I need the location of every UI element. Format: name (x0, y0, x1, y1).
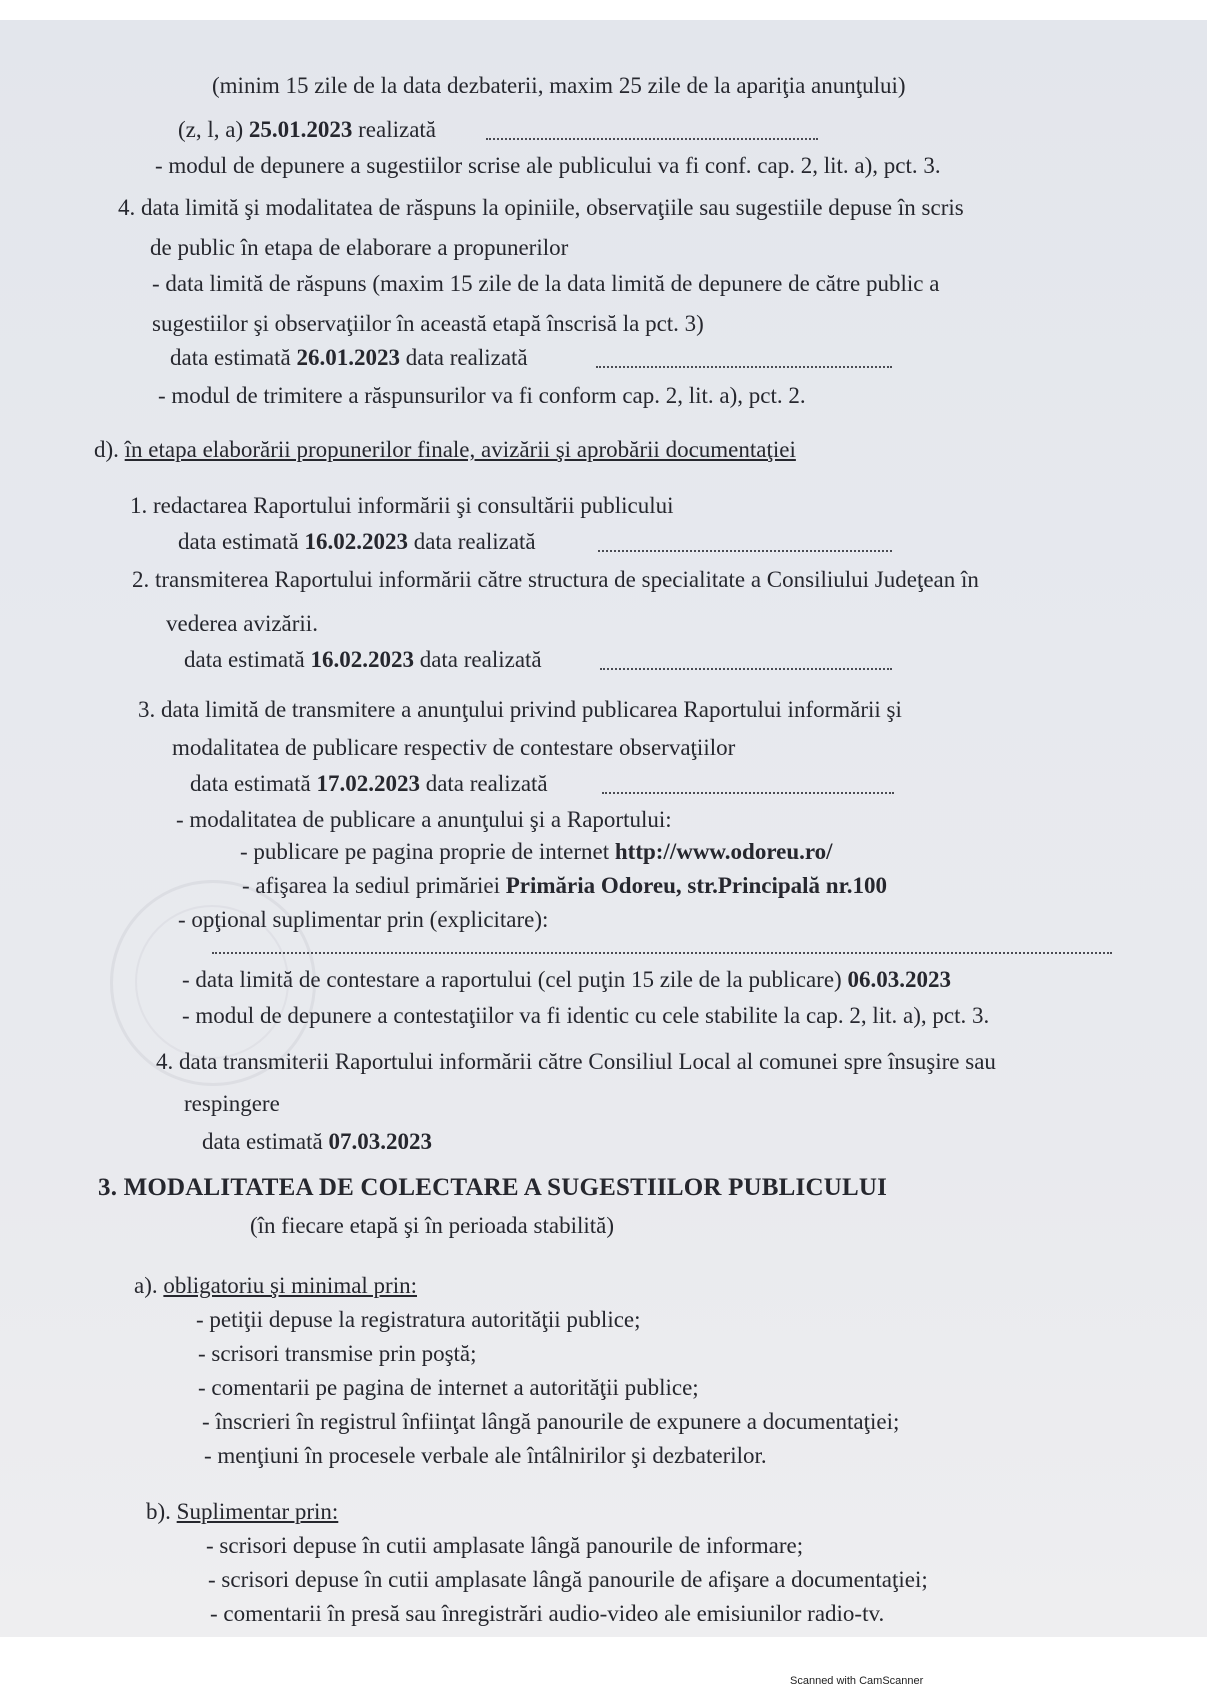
text-line (202, 1128, 432, 1156)
list-item-1: 1. redactarea Raportului informării şi consultării publicului (130, 493, 674, 518)
text-line: de public în etapa de elaborare a propunerilor (150, 235, 569, 260)
website-link: http://www.odoreu.ro/ (614, 839, 833, 864)
section-title: 3. MODALITATEA DE COLECTARE A SUGESTIILOR PUBLICULUI (98, 1174, 888, 1201)
subsection-b (146, 1498, 338, 1526)
text-line: sugestiilor şi observaţiilor în această etapă înscrisă la pct. 3) (152, 311, 704, 336)
text-line (182, 966, 951, 994)
date-value: 07.03.2023 (328, 1129, 432, 1154)
text-line (178, 528, 536, 556)
text-line (242, 872, 887, 900)
text-line (190, 770, 548, 798)
dotted-fill-line (602, 792, 894, 794)
text-span: a). (134, 1273, 158, 1298)
address-value: Primăria Odoreu, str.Principală nr.100 (505, 873, 887, 898)
date-value: 16.02.2023 (310, 647, 414, 672)
text-line: - modul de trimitere a răspunsurilor va fi conform cap. 2, lit. a), pct. 2. (158, 383, 806, 408)
date-value: 16.02.2023 (304, 529, 408, 554)
text-span: data estimată (190, 771, 311, 796)
text-line: (minim 15 zile de la data dezbaterii, maxim 25 zile de la apariţia anunţului) (212, 73, 906, 98)
section-subtitle: (în fiecare etapă şi în perioada stabilită) (250, 1213, 614, 1238)
dotted-fill-line (598, 550, 892, 552)
text-span: data estimată (202, 1129, 323, 1154)
text-span: data realizată (425, 771, 548, 796)
underlined-heading: în etapa elaborării propunerilor finale, avizării şi aprobării documentaţiei (124, 437, 796, 462)
text-span: data realizată (405, 345, 528, 370)
list-item-2: 2. transmiterea Raportului informării către structura de specialitate a Consiliului Judeţean în (132, 567, 979, 592)
text-line: - opţional suplimentar prin (explicitare): (178, 907, 549, 932)
dotted-fill-line (486, 138, 818, 140)
text-line: - modalitatea de publicare a anunţului şi a Raportului: (176, 807, 672, 832)
text-span: data estimată (184, 647, 305, 672)
date-value: 25.01.2023 (248, 117, 353, 142)
list-item: - scrisori depuse în cutii amplasate lângă panourile de informare; (206, 1533, 804, 1558)
dotted-fill-line (600, 668, 892, 670)
list-item: - înscrieri în registrul înfiinţat lângă panourile de expunere a documentaţiei; (202, 1409, 900, 1434)
underlined-heading: Suplimentar prin: (176, 1499, 339, 1524)
text-span: - afişarea la sediul primăriei (242, 873, 500, 898)
text-span: - publicare pe pagina proprie de internet (240, 839, 610, 864)
text-line: - modul de depunere a sugestiilor scrise ale publicului va fi conf. cap. 2, lit. a), pct. 3. (155, 153, 941, 178)
list-item-4b: 4. data transmiterii Raportului informării către Consiliul Local al comunei spre însuşire sau (156, 1049, 996, 1074)
list-item-3: 3. data limită de transmitere a anunţului privind publicarea Raportului informării şi (138, 697, 902, 722)
text-line (184, 646, 542, 674)
date-value: 06.03.2023 (847, 967, 951, 992)
text-span: b). (146, 1499, 171, 1524)
list-item: - comentarii în presă sau înregistrări audio-video ale emisiunilor radio-tv. (210, 1601, 885, 1626)
dotted-fill-line (212, 952, 1112, 954)
text-span: (z, l, a) (178, 117, 244, 142)
list-item: - menţiuni în procesele verbale ale întâlnirilor şi dezbaterilor. (204, 1443, 767, 1468)
text-line (170, 344, 528, 372)
text-span: data estimată (178, 529, 299, 554)
text-line: vederea avizării. (166, 611, 318, 636)
list-item: - petiţii depuse la registratura autorităţii publice; (196, 1307, 641, 1332)
text-span: d). (94, 437, 119, 462)
date-value: 26.01.2023 (296, 345, 400, 370)
text-span: data estimată (170, 345, 291, 370)
text-line (178, 116, 436, 144)
scanned-page (0, 20, 1207, 1637)
list-item: - comentarii pe pagina de internet a autorităţii publice; (198, 1375, 699, 1400)
dotted-fill-line (596, 366, 892, 368)
text-span: data realizată (419, 647, 542, 672)
subsection-a (134, 1272, 417, 1300)
text-span: realizată (358, 117, 437, 142)
list-item: - scrisori transmise prin poştă; (198, 1341, 477, 1366)
text-span: - data limită de contestare a raportului (cel puţin 15 zile de la publicare) (182, 967, 842, 992)
list-item-4: 4. data limită şi modalitatea de răspuns la opiniile, observaţiile sau sugestiile depuse în scris (118, 195, 964, 220)
text-line: - modul de depunere a contestaţiilor va fi identic cu cele stabilite la cap. 2, lit. a), pct. 3. (182, 1003, 990, 1028)
underlined-heading: obligatoriu şi minimal prin: (163, 1273, 417, 1298)
text-line: modalitatea de publicare respectiv de contestare observaţiilor (172, 735, 736, 760)
list-item: - scrisori depuse în cutii amplasate lângă panourile de afişare a documentaţiei; (208, 1567, 928, 1592)
text-line: - data limită de răspuns (maxim 15 zile de la data limită de depunere de către public a (152, 271, 940, 296)
date-value: 17.02.2023 (316, 771, 420, 796)
section-heading-d (94, 436, 796, 464)
scanner-watermark: Scanned with CamScanner (790, 1675, 924, 1687)
text-line: respingere (184, 1091, 280, 1116)
text-span: data realizată (413, 529, 536, 554)
text-line (240, 838, 833, 866)
